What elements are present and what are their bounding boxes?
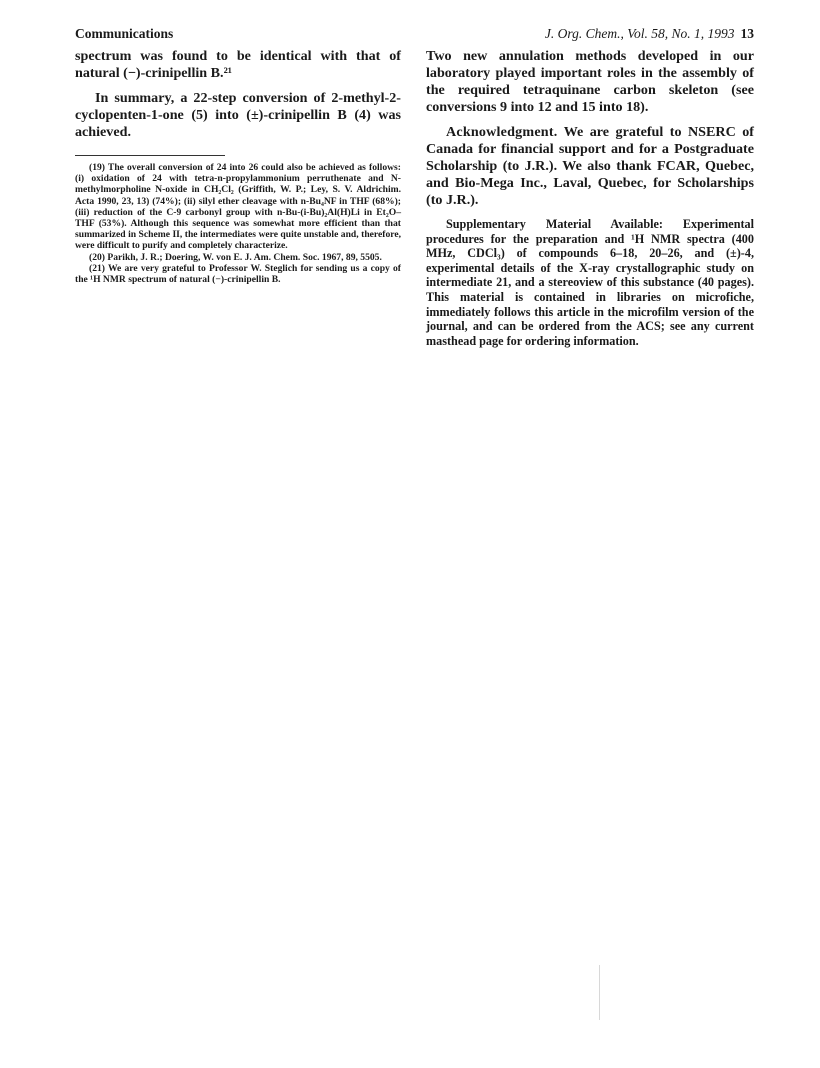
right-column [426,48,754,348]
footnote-divider [75,155,225,156]
footnote-19: (19) The overall conversion of 24 into 26 could also be achieved as follows: (i) oxidation of 24 with tetra-n-propylammonium perruthenate and N-methylmorpholine N-oxide in CH₂Cl₂ (Griffith, W. P.; Ley, S. V. Aldrichim. Acta 1990, 23, 13) (74%); (ii) silyl ether cleavage with n-Bu₄NF in THF (68%); (iii) reduction of the C-9 carbonyl group with n-Bu-(i-Bu)₂Al(H)Li in Et₂O–THF (53%). Although this sequence was somewhat more efficient than that summarized in Scheme II, the intermediates were quite unstable and, therefore, were difficult to purify and completely characterize. [75,162,401,252]
left-column [75,48,401,285]
continued-paragraph-right: Two new annulation methods developed in our laboratory played important roles in the assembly of the required tetraquinane carbon skeleton (see conversions 9 into 12 and 15 into 18). [426,48,754,115]
footnote-21: (21) We are very grateful to Professor W. Steglich for sending us a copy of the ¹H NMR spectrum of natural (−)-crinipellin B. [75,262,401,286]
journal-name: J. Org. Chem., Vol. 58, No. 1, 1993 [544,26,735,41]
continued-paragraph: spectrum was found to be identical with that of natural (−)-crinipellin B.²¹ [75,48,401,81]
acknowledgment-paragraph [426,124,754,209]
page-number: 13 [740,26,754,41]
section-title: Communications [75,26,174,41]
supplementary-heading: Supplementary Material Available: [446,217,663,231]
scan-mark [599,965,600,1020]
footnote-20: (20) Parikh, J. R.; Doering, W. von E. J. Am. Chem. Soc. 1967, 89, 5505. [89,251,382,263]
summary-paragraph: In summary, a 22-step conversion of 2-methyl-2-cyclopenten-1-one (5) into (±)-crinipellin B (4) was achieved. [75,90,401,140]
acknowledgment-text: We are grateful to NSERC of Canada for financial support and for a Postgraduate Scholarship (to J.R.). We also thank FCAR, Quebec, and Bio-Mega Inc., Laval, Quebec, for Scholarships (to J.R.). [426,124,754,208]
supplementary-paragraph [426,217,754,348]
acknowledgment-heading: Acknowledgment. [446,124,558,140]
journal-citation [545,26,754,42]
supplementary-text: Experimental procedures for the preparation and ¹H NMR spectra (400 MHz, CDCl₃) of compounds 6–18, 20–26, and (±)-4, experimental details of the X-ray crystallographic study on intermediate 21, and a stereoview of this substance (40 pages). This material is contained in libraries on microfiche, immediately follows this article in the microfilm version of the journal, and can be ordered from the ACS; see any current masthead page for ordering information. [426,217,755,348]
